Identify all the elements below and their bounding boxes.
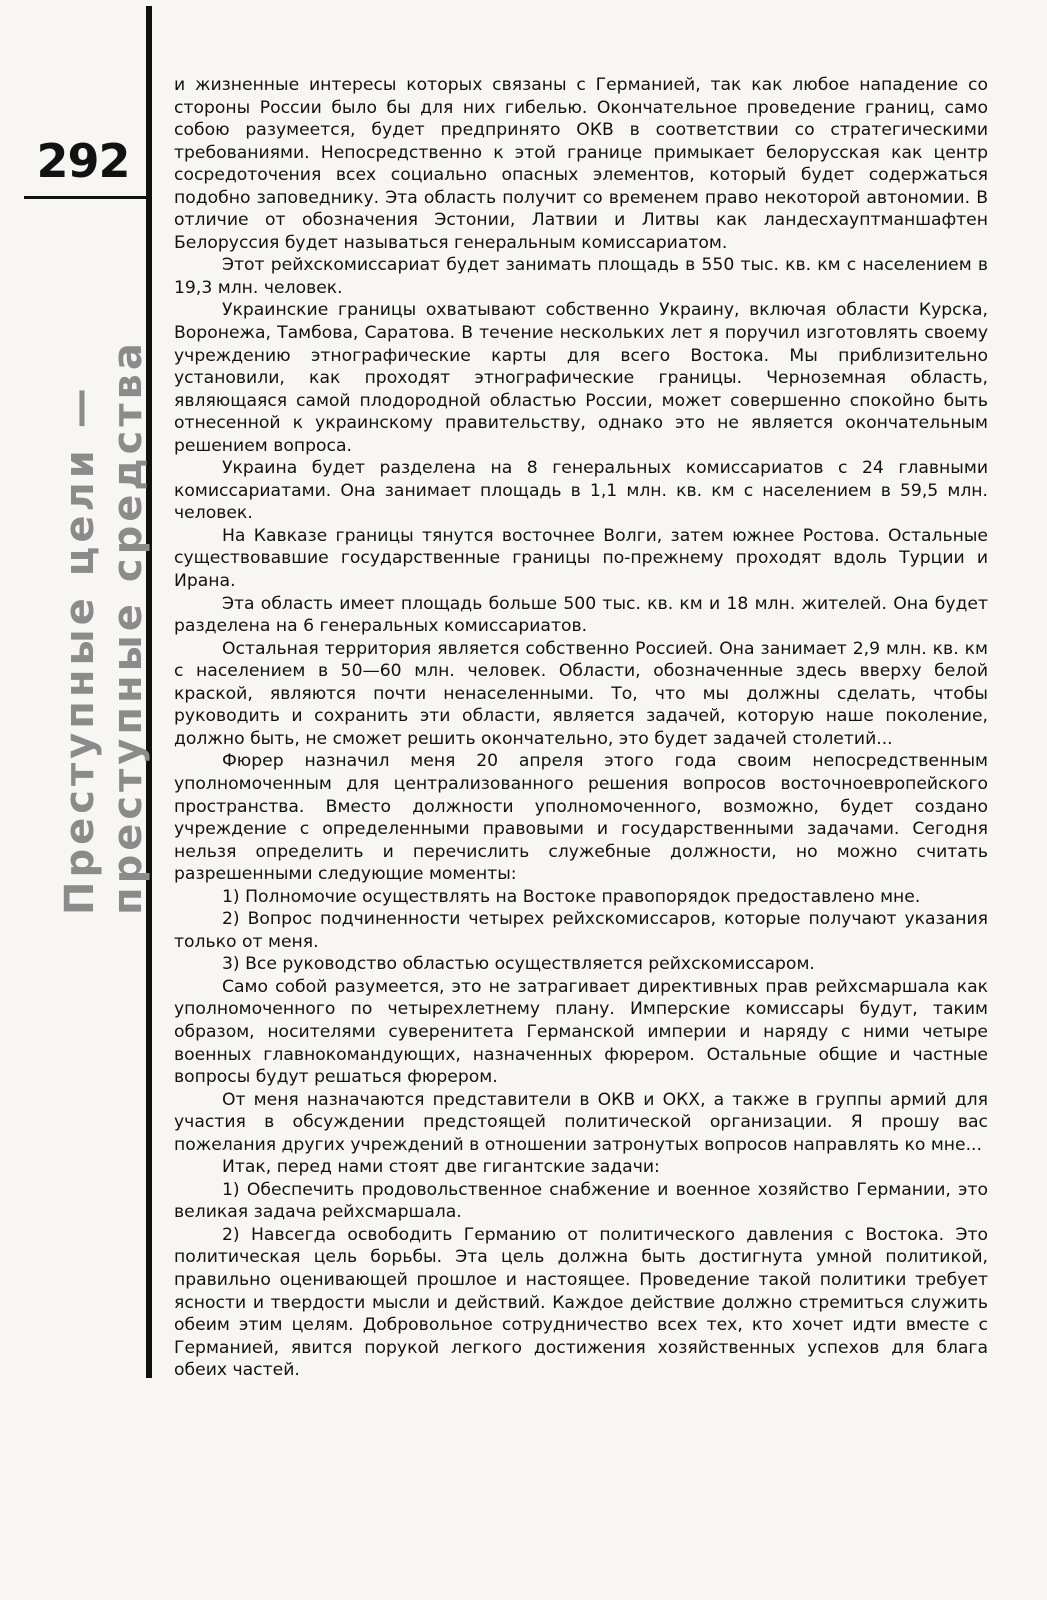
running-title — [56, 205, 152, 915]
body-text — [174, 74, 988, 1382]
page-number-underline — [24, 196, 146, 199]
paragraph: Украина будет разделена на 8 генеральных комиссариатов с 24 главными комиссариатами. Она занимает площадь в 1,1 млн. кв. км с населением в 59,5 млн. человек. — [174, 458, 988, 524]
paragraph: Итак, перед нами стоят две гигантские задачи: — [222, 1157, 660, 1178]
paragraph: 1) Обеспечить продовольственное снабжение и военное хозяйство Германии, это великая задача рейхсмаршала. — [174, 1179, 988, 1223]
paragraph: Фюрер назначил меня 20 апреля этого года своим непосредственным уполномоченным для централизованного решения вопросов восточноевропейского пространства. Вместо должности уполномоченного, возможно, будет создано учреждение с определенными правовыми и государственными задачами. Сегодня нельзя определить и перечислить служебные должности, но можно считать разрешенными следующие моменты: — [174, 751, 988, 885]
running-title-line-2: преступные средства — [105, 339, 151, 915]
paragraph: На Кавказе границы тянутся восточнее Волги, затем южнее Ростова. Остальные существовавшие государственные границы по-прежнему проходят вдоль Турции и Ирана. — [174, 525, 988, 592]
paragraph: Само собой разумеется, это не затрагивает директивных прав рейхсмаршала как уполномоченного по четырехлетнему плану. Имперские комиссары будут, таким образом, носителями суверенитета Германской империи и наряду с ними четыре военных главнокомандующих, назначенных фюрером. Остальные общие и частные вопросы будут решаться фюрером. — [174, 976, 988, 1088]
paragraph: 3) Все руководство областью осуществляется рейхскомиссаром. — [222, 954, 815, 975]
paragraph: 2) Навсегда освободить Германию от политического давления с Востока. Это политическая цель борьбы. Эта цель должна быть достигнута умной политикой, правильно оценивающей прошлое и настоящее. Проведение такой политики требует ясности и твердости мысли и действий. Каждое действие должно стремиться служить обеим этим целям. Добровольное сотрудничество всех тех, кто хочет идти вместе с Германией, явится порукой легкого достижения хозяйственных успехов для блага обеих частей. — [174, 1224, 988, 1381]
paragraph: 1) Полномочие осуществлять на Востоке правопорядок предоставлено мне. — [222, 886, 921, 907]
paragraph: Эта область имеет площадь больше 500 тыс. кв. км и 18 млн. жителей. Она будет разделена на 6 генеральных комиссариатов. — [174, 593, 988, 637]
paragraph: Остальная территория является собственно Россией. Она занимает 2,9 млн. кв. км с населением в 50—60 млн. человек. Области, обозначенные здесь вверху белой краской, являются почти ненаселенными. То, что мы должны сделать, чтобы руководить и сохранить эти области, является задачей, которую наше поколение, должно быть, не сможет решить окончательно, это будет задачей столетий... — [174, 638, 988, 749]
paragraph: Украинские границы охватывают собственно Украину, включая области Курска, Воронежа, Тамбова, Саратова. В течение нескольких лет я поручил изготовлять своему учреждению этнографические карты для всего Востока. Мы приблизительно установили, как проходят этнографические границы. Черноземная область, являющаяся самой плодородной областью России, может совершенно спокойно быть отнесенной к украинскому правительству, однако это не является окончательным решением вопроса. — [174, 300, 988, 456]
paragraph: От меня назначаются представители в ОКВ и ОКХ, а также в группы армий для участия в обсуждении предстоящей политической организации. Я прошу вас пожелания других учреждений в отношении затронутых вопросов направлять ко мне... — [174, 1089, 988, 1155]
paragraph: Этот рейхскомиссариат будет занимать площадь в 550 тыс. кв. км с населением в 19,3 млн. человек. — [174, 255, 988, 298]
running-title-line-1: Преступные цели — — [57, 384, 103, 915]
page-number: 292 — [36, 134, 130, 188]
paragraph: 2) Вопрос подчиненности четырех рейхскомиссаров, которые получают указания только от меня. — [174, 909, 988, 952]
paragraph: и жизненные интересы которых связаны с Германией, так как любое нападение со стороны России было бы для них гибелью. Окончательное проведение границ, само собою разумеется, будет предпринято ОКВ в соответствии со стратегическими требованиями. Непосредственно к этой границе примыкает белорусская как центр сосредоточения всех социально опасных элементов, который будет содержаться подобно заповеднику. Эта область получит со временем право некоторой автономии. В отличие от обозначения Эстонии, Латвии и Литвы как ландесхауптманшафтен Белоруссия будет называться генеральным комиссариатом. — [174, 75, 988, 253]
